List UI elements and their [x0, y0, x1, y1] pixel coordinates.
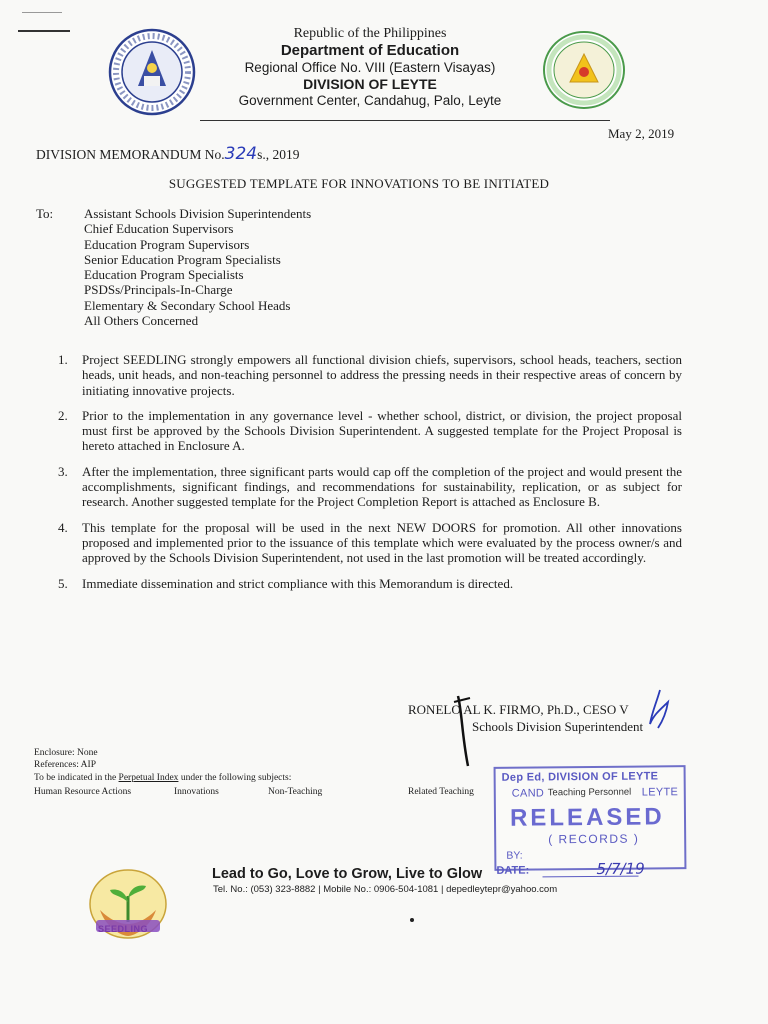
stamp-office: Dep Ed, DIVISION OF LEYTE [501, 770, 659, 784]
recipient-item: Assistant Schools Division Superintendents [84, 206, 312, 221]
paragraph-text: Immediate dissemination and strict compliance with this Memorandum is directed. [82, 575, 514, 591]
memo-number-handwritten: 324 [224, 144, 258, 164]
released-stamp [494, 765, 687, 878]
footer-contact: Tel. No.: (053) 323-8882 | Mobile No.: 0906-504-1081 | depedleytepr@yahoo.com [213, 884, 558, 895]
index-subject: Teaching Personnel [547, 786, 632, 799]
header-region: Regional Office No. VIII (Eastern Visayas) [244, 60, 496, 75]
recipient-item: PSDSs/Principals-In-Charge [84, 282, 233, 298]
stamp-records: ( RECORDS ) [548, 831, 640, 847]
paragraph-text: After the implementation, three significant parts would cap off the completion of the project and would present the accomplishments, significant findings, and recommendations for sustainability, replication, or as subject for research. Another suggested template for the Project Completion Report is attached as Enclosure B. [82, 463, 682, 510]
seedling-logo-text: SEEDLING [98, 924, 149, 934]
to-label: To: [36, 206, 54, 221]
paragraph-number: 3. [58, 463, 68, 479]
stamp-date-handwritten: 5/7/19 [596, 859, 645, 878]
paragraph-text: Prior to the implementation in any governance level - whether school, district, or division, the project proposal must first be approved by the Schools Division Superintendent. A suggested template for the Project Proposal is hereto attached in Enclosure A. [82, 407, 682, 454]
paragraph-text: Project SEEDLING strongly empowers all functional division chiefs, supervisors, school heads, teachers, section heads, unit heads, and non-teaching personnel to address the pressing needs in their respective areas of concern by initiating innovative projects. [82, 352, 682, 398]
header-division: DIVISION OF LEYTE [303, 76, 437, 92]
paragraph-number: 5. [58, 575, 68, 591]
header-address: Government Center, Candahug, Palo, Leyte [238, 93, 502, 108]
stamp-location: CAND [511, 787, 545, 800]
index-suffix: under the following subjects: [178, 773, 292, 783]
memo-paragraph [58, 520, 682, 566]
index-subject: Related Teaching [408, 787, 474, 797]
recipient-item: Elementary & Secondary School Heads [84, 297, 291, 313]
scan-mark [22, 12, 62, 13]
recipient-item: Chief Education Supervisors [84, 221, 234, 237]
memo-series: s., 2019 [257, 147, 300, 162]
recipient-item: All Others Concerned [84, 313, 199, 329]
signer-name: RONELO AL K. FIRMO, Ph.D., CESO V [408, 702, 629, 717]
stamp-released: RELEASED [509, 803, 665, 832]
recipient-item: Education Program Supervisors [84, 236, 250, 252]
scan-speck [410, 918, 414, 922]
scan-mark [18, 30, 70, 32]
signer-title: Schools Division Superintendent [472, 719, 644, 734]
memo-paragraph [58, 408, 682, 454]
paragraph-number: 1. [58, 352, 68, 367]
index-subject: Innovations [174, 787, 219, 797]
index-subject: Non-Teaching [268, 787, 323, 797]
paragraph-text: This template for the proposal will be used in the next NEW DOORS for promotion. All other innovations proposed and implemented prior to the issuance of this template which were evaluated by the process owner/s and approved by the Schools Division Superintendent, not used in the last promotion will be treated accordingly. [82, 519, 682, 566]
deped-seal-icon [108, 28, 196, 116]
index-subject: Human Resource Actions [34, 787, 132, 797]
index-link: Perpetual Index [118, 773, 179, 783]
division-seal-icon [542, 30, 626, 110]
stamp-by: BY: [506, 849, 523, 862]
perpetual-index-note [34, 773, 291, 784]
references-note: References: AIP [34, 760, 96, 770]
footer-tagline: Lead to Go, Love to Grow, Live to Glow [212, 866, 483, 882]
header-department: Department of Education [280, 42, 460, 59]
recipients-list [84, 206, 311, 328]
stamp-date-label: DATE: [496, 864, 530, 877]
memo-paragraph [58, 352, 682, 398]
header-divider [200, 120, 610, 121]
memo-subject: SUGGESTED TEMPLATE FOR INNOVATIONS TO BE INITIATED [168, 176, 550, 191]
memo-paragraph [58, 464, 682, 510]
memo-date: May 2, 2019 [608, 126, 675, 141]
paragraph-number: 4. [58, 519, 68, 535]
recipient-item: Education Program Specialists [84, 267, 244, 283]
memo-number-line [36, 144, 299, 164]
memo-paragraph [58, 576, 682, 591]
memo-body [58, 352, 682, 601]
header-republic: Republic of the Philippines [293, 26, 447, 41]
enclosure-note: Enclosure: None [34, 748, 98, 758]
memo-number-prefix: DIVISION MEMORANDUM No. [36, 147, 225, 162]
paragraph-number: 2. [58, 407, 68, 423]
recipient-item: Senior Education Program Specialists [84, 251, 281, 267]
index-prefix: To be indicated in the [34, 773, 119, 783]
stamp-location-end: LEYTE [641, 786, 679, 799]
